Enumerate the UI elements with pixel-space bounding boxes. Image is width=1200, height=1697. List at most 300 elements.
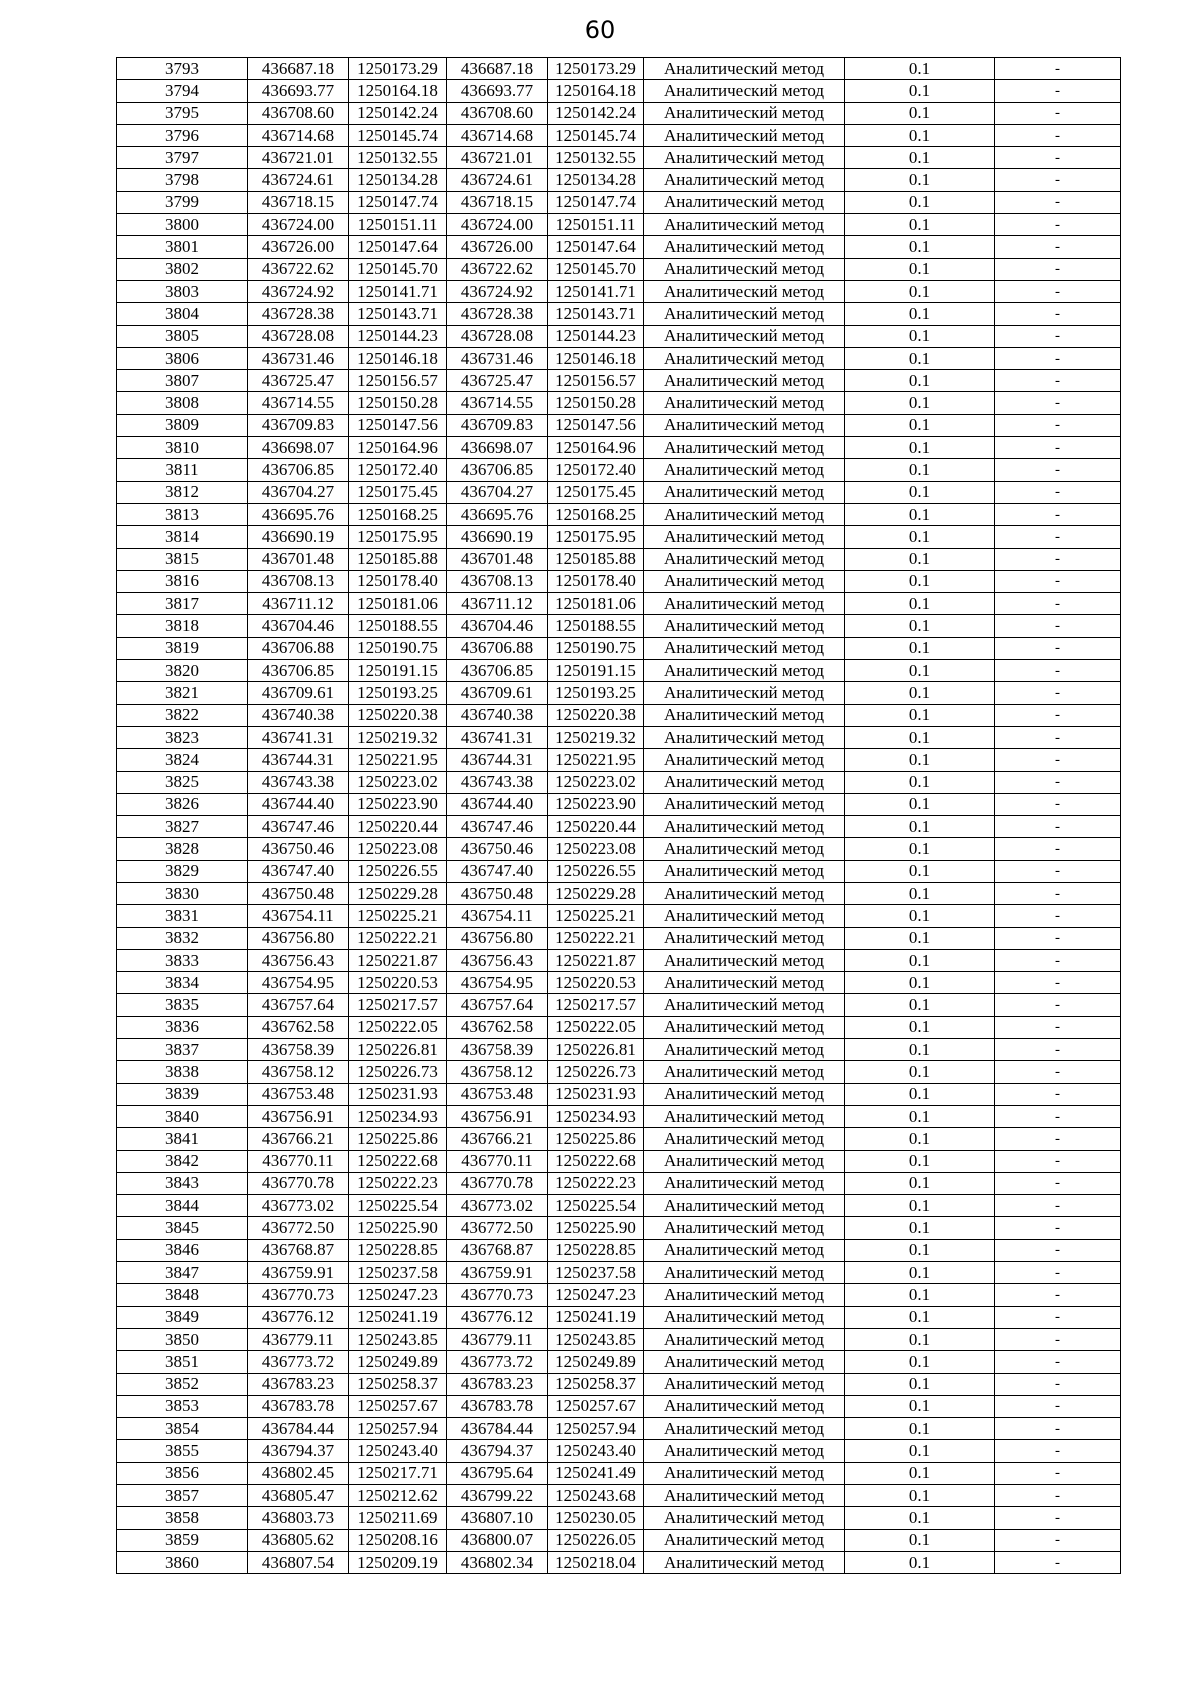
- method-cell: Аналитический метод: [644, 726, 845, 748]
- y-existing-cell: 1250223.90: [349, 793, 447, 815]
- x-new-cell: 436799.22: [447, 1485, 548, 1507]
- x-existing-cell: 436784.44: [248, 1418, 349, 1440]
- point-number-cell: 3855: [117, 1440, 248, 1462]
- x-new-cell: 436709.61: [447, 682, 548, 704]
- x-new-cell: 436704.46: [447, 615, 548, 637]
- table-row: [117, 1328, 1121, 1350]
- x-existing-cell: 436758.12: [248, 1061, 349, 1083]
- point-number-cell: 3834: [117, 972, 248, 994]
- point-number-cell: 3847: [117, 1262, 248, 1284]
- x-new-cell: 436757.64: [447, 994, 548, 1016]
- x-new-cell: 436711.12: [447, 593, 548, 615]
- point-number-cell: 3846: [117, 1239, 248, 1261]
- accuracy-cell: 0.1: [845, 1172, 995, 1194]
- x-existing-cell: 436687.18: [248, 58, 349, 80]
- method-cell: Аналитический метод: [644, 1306, 845, 1328]
- x-new-cell: 436728.38: [447, 303, 548, 325]
- x-existing-cell: 436714.55: [248, 392, 349, 414]
- x-existing-cell: 436726.00: [248, 236, 349, 258]
- method-cell: Аналитический метод: [644, 58, 845, 80]
- method-cell: Аналитический метод: [644, 370, 845, 392]
- method-cell: Аналитический метод: [644, 682, 845, 704]
- point-number-cell: 3860: [117, 1551, 248, 1573]
- note-cell: -: [995, 615, 1121, 637]
- y-new-cell: 1250220.44: [548, 816, 644, 838]
- method-cell: Аналитический метод: [644, 1061, 845, 1083]
- method-cell: Аналитический метод: [644, 1172, 845, 1194]
- note-cell: -: [995, 570, 1121, 592]
- x-new-cell: 436709.83: [447, 414, 548, 436]
- method-cell: Аналитический метод: [644, 1373, 845, 1395]
- method-cell: Аналитический метод: [644, 838, 845, 860]
- y-new-cell: 1250181.06: [548, 593, 644, 615]
- x-existing-cell: 436706.85: [248, 660, 349, 682]
- y-existing-cell: 1250185.88: [349, 548, 447, 570]
- point-number-cell: 3820: [117, 660, 248, 682]
- point-number-cell: 3806: [117, 347, 248, 369]
- note-cell: -: [995, 972, 1121, 994]
- x-existing-cell: 436750.48: [248, 882, 349, 904]
- y-new-cell: 1250150.28: [548, 392, 644, 414]
- accuracy-cell: 0.1: [845, 147, 995, 169]
- x-new-cell: 436762.58: [447, 1016, 548, 1038]
- y-new-cell: 1250229.28: [548, 882, 644, 904]
- y-existing-cell: 1250237.58: [349, 1262, 447, 1284]
- note-cell: -: [995, 303, 1121, 325]
- table-row: [117, 102, 1121, 124]
- accuracy-cell: 0.1: [845, 1551, 995, 1573]
- point-number-cell: 3811: [117, 459, 248, 481]
- y-existing-cell: 1250188.55: [349, 615, 447, 637]
- x-new-cell: 436773.72: [447, 1351, 548, 1373]
- y-existing-cell: 1250144.23: [349, 325, 447, 347]
- y-new-cell: 1250230.05: [548, 1507, 644, 1529]
- accuracy-cell: 0.1: [845, 392, 995, 414]
- y-existing-cell: 1250173.29: [349, 58, 447, 80]
- y-existing-cell: 1250175.95: [349, 526, 447, 548]
- y-new-cell: 1250175.95: [548, 526, 644, 548]
- point-number-cell: 3845: [117, 1217, 248, 1239]
- x-existing-cell: 436770.78: [248, 1172, 349, 1194]
- table-row: [117, 1195, 1121, 1217]
- note-cell: -: [995, 1217, 1121, 1239]
- y-existing-cell: 1250223.08: [349, 838, 447, 860]
- note-cell: -: [995, 1485, 1121, 1507]
- x-new-cell: 436721.01: [447, 147, 548, 169]
- method-cell: Аналитический метод: [644, 882, 845, 904]
- table-row: [117, 615, 1121, 637]
- x-new-cell: 436768.87: [447, 1239, 548, 1261]
- table-row: [117, 280, 1121, 302]
- table-row: [117, 526, 1121, 548]
- method-cell: Аналитический метод: [644, 459, 845, 481]
- x-new-cell: 436706.85: [447, 459, 548, 481]
- note-cell: -: [995, 1083, 1121, 1105]
- note-cell: -: [995, 169, 1121, 191]
- y-existing-cell: 1250221.95: [349, 749, 447, 771]
- method-cell: Аналитический метод: [644, 191, 845, 213]
- method-cell: Аналитический метод: [644, 1105, 845, 1127]
- y-new-cell: 1250172.40: [548, 459, 644, 481]
- note-cell: -: [995, 191, 1121, 213]
- y-existing-cell: 1250134.28: [349, 169, 447, 191]
- x-existing-cell: 436770.11: [248, 1150, 349, 1172]
- y-new-cell: 1250151.11: [548, 214, 644, 236]
- point-number-cell: 3817: [117, 593, 248, 615]
- y-new-cell: 1250164.96: [548, 437, 644, 459]
- x-new-cell: 436714.68: [447, 124, 548, 146]
- table-row: [117, 1440, 1121, 1462]
- x-new-cell: 436754.11: [447, 905, 548, 927]
- x-new-cell: 436744.31: [447, 749, 548, 771]
- method-cell: Аналитический метод: [644, 548, 845, 570]
- table-row: [117, 905, 1121, 927]
- y-new-cell: 1250226.73: [548, 1061, 644, 1083]
- point-number-cell: 3819: [117, 637, 248, 659]
- table-row: [117, 147, 1121, 169]
- method-cell: Аналитический метод: [644, 1551, 845, 1573]
- table-row: [117, 1039, 1121, 1061]
- point-number-cell: 3802: [117, 258, 248, 280]
- x-new-cell: 436701.48: [447, 548, 548, 570]
- y-existing-cell: 1250168.25: [349, 503, 447, 525]
- x-existing-cell: 436773.02: [248, 1195, 349, 1217]
- y-new-cell: 1250222.05: [548, 1016, 644, 1038]
- x-existing-cell: 436690.19: [248, 526, 349, 548]
- note-cell: -: [995, 1328, 1121, 1350]
- x-existing-cell: 436743.38: [248, 771, 349, 793]
- y-existing-cell: 1250191.15: [349, 660, 447, 682]
- x-new-cell: 436770.78: [447, 1172, 548, 1194]
- point-number-cell: 3848: [117, 1284, 248, 1306]
- y-existing-cell: 1250234.93: [349, 1105, 447, 1127]
- x-existing-cell: 436803.73: [248, 1507, 349, 1529]
- x-existing-cell: 436740.38: [248, 704, 349, 726]
- x-new-cell: 436690.19: [447, 526, 548, 548]
- y-new-cell: 1250156.57: [548, 370, 644, 392]
- accuracy-cell: 0.1: [845, 726, 995, 748]
- y-existing-cell: 1250220.38: [349, 704, 447, 726]
- point-number-cell: 3812: [117, 481, 248, 503]
- x-new-cell: 436724.61: [447, 169, 548, 191]
- table-row: [117, 370, 1121, 392]
- x-existing-cell: 436693.77: [248, 80, 349, 102]
- point-number-cell: 3835: [117, 994, 248, 1016]
- y-existing-cell: 1250209.19: [349, 1551, 447, 1573]
- y-existing-cell: 1250222.21: [349, 927, 447, 949]
- accuracy-cell: 0.1: [845, 615, 995, 637]
- y-new-cell: 1250141.71: [548, 280, 644, 302]
- note-cell: -: [995, 1195, 1121, 1217]
- y-new-cell: 1250223.02: [548, 771, 644, 793]
- y-new-cell: 1250134.28: [548, 169, 644, 191]
- table-row: [117, 303, 1121, 325]
- y-new-cell: 1250228.85: [548, 1239, 644, 1261]
- point-number-cell: 3829: [117, 860, 248, 882]
- y-new-cell: 1250147.64: [548, 236, 644, 258]
- table-row: [117, 347, 1121, 369]
- table-row: [117, 1529, 1121, 1551]
- accuracy-cell: 0.1: [845, 1262, 995, 1284]
- point-number-cell: 3818: [117, 615, 248, 637]
- y-existing-cell: 1250172.40: [349, 459, 447, 481]
- x-existing-cell: 436802.45: [248, 1462, 349, 1484]
- x-new-cell: 436770.11: [447, 1150, 548, 1172]
- point-number-cell: 3839: [117, 1083, 248, 1105]
- x-new-cell: 436779.11: [447, 1328, 548, 1350]
- x-existing-cell: 436701.48: [248, 548, 349, 570]
- x-new-cell: 436744.40: [447, 793, 548, 815]
- method-cell: Аналитический метод: [644, 1083, 845, 1105]
- y-existing-cell: 1250226.73: [349, 1061, 447, 1083]
- point-number-cell: 3798: [117, 169, 248, 191]
- method-cell: Аналитический метод: [644, 437, 845, 459]
- x-new-cell: 436756.43: [447, 949, 548, 971]
- accuracy-cell: 0.1: [845, 927, 995, 949]
- table-row: [117, 1284, 1121, 1306]
- y-existing-cell: 1250225.21: [349, 905, 447, 927]
- y-new-cell: 1250173.29: [548, 58, 644, 80]
- y-existing-cell: 1250190.75: [349, 637, 447, 659]
- x-existing-cell: 436750.46: [248, 838, 349, 860]
- note-cell: -: [995, 1529, 1121, 1551]
- table-row: [117, 1351, 1121, 1373]
- y-new-cell: 1250145.74: [548, 124, 644, 146]
- note-cell: -: [995, 949, 1121, 971]
- point-number-cell: 3799: [117, 191, 248, 213]
- method-cell: Аналитический метод: [644, 481, 845, 503]
- accuracy-cell: 0.1: [845, 749, 995, 771]
- point-number-cell: 3838: [117, 1061, 248, 1083]
- table-body: [117, 58, 1121, 1574]
- y-existing-cell: 1250229.28: [349, 882, 447, 904]
- x-new-cell: 436783.78: [447, 1395, 548, 1417]
- coordinates-table: [116, 57, 1121, 1574]
- accuracy-cell: 0.1: [845, 214, 995, 236]
- y-new-cell: 1250168.25: [548, 503, 644, 525]
- x-new-cell: 436773.02: [447, 1195, 548, 1217]
- method-cell: Аналитический метод: [644, 905, 845, 927]
- x-existing-cell: 436759.91: [248, 1262, 349, 1284]
- table-row: [117, 214, 1121, 236]
- y-existing-cell: 1250212.62: [349, 1485, 447, 1507]
- point-number-cell: 3813: [117, 503, 248, 525]
- table-row: [117, 1083, 1121, 1105]
- method-cell: Аналитический метод: [644, 1328, 845, 1350]
- point-number-cell: 3808: [117, 392, 248, 414]
- note-cell: -: [995, 593, 1121, 615]
- x-existing-cell: 436776.12: [248, 1306, 349, 1328]
- x-existing-cell: 436754.11: [248, 905, 349, 927]
- y-new-cell: 1250223.08: [548, 838, 644, 860]
- table-row: [117, 1485, 1121, 1507]
- table-row: [117, 682, 1121, 704]
- point-number-cell: 3850: [117, 1328, 248, 1350]
- method-cell: Аналитический метод: [644, 1507, 845, 1529]
- table-row: [117, 771, 1121, 793]
- y-existing-cell: 1250141.71: [349, 280, 447, 302]
- accuracy-cell: 0.1: [845, 347, 995, 369]
- y-existing-cell: 1250178.40: [349, 570, 447, 592]
- method-cell: Аналитический метод: [644, 392, 845, 414]
- x-existing-cell: 436770.73: [248, 1284, 349, 1306]
- accuracy-cell: 0.1: [845, 860, 995, 882]
- method-cell: Аналитический метод: [644, 793, 845, 815]
- y-existing-cell: 1250226.55: [349, 860, 447, 882]
- accuracy-cell: 0.1: [845, 1128, 995, 1150]
- x-existing-cell: 436744.31: [248, 749, 349, 771]
- method-cell: Аналитический метод: [644, 593, 845, 615]
- point-number-cell: 3796: [117, 124, 248, 146]
- note-cell: -: [995, 905, 1121, 927]
- note-cell: -: [995, 459, 1121, 481]
- x-existing-cell: 436728.08: [248, 325, 349, 347]
- accuracy-cell: 0.1: [845, 1373, 995, 1395]
- x-new-cell: 436722.62: [447, 258, 548, 280]
- table-row: [117, 1239, 1121, 1261]
- table-row: [117, 637, 1121, 659]
- accuracy-cell: 0.1: [845, 637, 995, 659]
- note-cell: -: [995, 1551, 1121, 1573]
- x-existing-cell: 436779.11: [248, 1328, 349, 1350]
- table-row: [117, 1150, 1121, 1172]
- note-cell: -: [995, 548, 1121, 570]
- y-existing-cell: 1250156.57: [349, 370, 447, 392]
- y-new-cell: 1250226.05: [548, 1529, 644, 1551]
- x-existing-cell: 436695.76: [248, 503, 349, 525]
- accuracy-cell: 0.1: [845, 414, 995, 436]
- method-cell: Аналитический метод: [644, 503, 845, 525]
- y-new-cell: 1250185.88: [548, 548, 644, 570]
- x-existing-cell: 436794.37: [248, 1440, 349, 1462]
- x-new-cell: 436754.95: [447, 972, 548, 994]
- point-number-cell: 3807: [117, 370, 248, 392]
- y-new-cell: 1250220.38: [548, 704, 644, 726]
- y-existing-cell: 1250145.74: [349, 124, 447, 146]
- point-number-cell: 3828: [117, 838, 248, 860]
- method-cell: Аналитический метод: [644, 816, 845, 838]
- y-existing-cell: 1250225.54: [349, 1195, 447, 1217]
- note-cell: -: [995, 1105, 1121, 1127]
- y-new-cell: 1250222.23: [548, 1172, 644, 1194]
- x-existing-cell: 436704.27: [248, 481, 349, 503]
- point-number-cell: 3824: [117, 749, 248, 771]
- y-existing-cell: 1250143.71: [349, 303, 447, 325]
- y-new-cell: 1250243.85: [548, 1328, 644, 1350]
- y-existing-cell: 1250147.56: [349, 414, 447, 436]
- note-cell: -: [995, 1172, 1121, 1194]
- note-cell: -: [995, 503, 1121, 525]
- point-number-cell: 3859: [117, 1529, 248, 1551]
- point-number-cell: 3854: [117, 1418, 248, 1440]
- accuracy-cell: 0.1: [845, 1217, 995, 1239]
- x-existing-cell: 436756.80: [248, 927, 349, 949]
- y-existing-cell: 1250217.71: [349, 1462, 447, 1484]
- y-new-cell: 1250243.40: [548, 1440, 644, 1462]
- table-row: [117, 793, 1121, 815]
- note-cell: -: [995, 1128, 1121, 1150]
- note-cell: -: [995, 1039, 1121, 1061]
- note-cell: -: [995, 1150, 1121, 1172]
- note-cell: -: [995, 704, 1121, 726]
- y-existing-cell: 1250225.86: [349, 1128, 447, 1150]
- y-new-cell: 1250243.68: [548, 1485, 644, 1507]
- accuracy-cell: 0.1: [845, 882, 995, 904]
- point-number-cell: 3857: [117, 1485, 248, 1507]
- note-cell: -: [995, 1351, 1121, 1373]
- method-cell: Аналитический метод: [644, 258, 845, 280]
- accuracy-cell: 0.1: [845, 169, 995, 191]
- x-existing-cell: 436766.21: [248, 1128, 349, 1150]
- accuracy-cell: 0.1: [845, 503, 995, 525]
- method-cell: Аналитический метод: [644, 1150, 845, 1172]
- y-existing-cell: 1250228.85: [349, 1239, 447, 1261]
- x-existing-cell: 436704.46: [248, 615, 349, 637]
- x-existing-cell: 436753.48: [248, 1083, 349, 1105]
- y-new-cell: 1250222.21: [548, 927, 644, 949]
- x-new-cell: 436708.60: [447, 102, 548, 124]
- y-existing-cell: 1250223.02: [349, 771, 447, 793]
- table-row: [117, 392, 1121, 414]
- y-new-cell: 1250241.49: [548, 1462, 644, 1484]
- method-cell: Аналитический метод: [644, 526, 845, 548]
- accuracy-cell: 0.1: [845, 1306, 995, 1328]
- table-row: [117, 258, 1121, 280]
- accuracy-cell: 0.1: [845, 437, 995, 459]
- y-new-cell: 1250145.70: [548, 258, 644, 280]
- note-cell: -: [995, 347, 1121, 369]
- x-new-cell: 436728.08: [447, 325, 548, 347]
- table-row: [117, 58, 1121, 80]
- table-row: [117, 1105, 1121, 1127]
- x-new-cell: 436724.00: [447, 214, 548, 236]
- table-row: [117, 1395, 1121, 1417]
- accuracy-cell: 0.1: [845, 1440, 995, 1462]
- x-existing-cell: 436714.68: [248, 124, 349, 146]
- point-number-cell: 3801: [117, 236, 248, 258]
- x-new-cell: 436795.64: [447, 1462, 548, 1484]
- x-new-cell: 436770.73: [447, 1284, 548, 1306]
- note-cell: -: [995, 526, 1121, 548]
- point-number-cell: 3810: [117, 437, 248, 459]
- accuracy-cell: 0.1: [845, 905, 995, 927]
- y-new-cell: 1250147.56: [548, 414, 644, 436]
- y-new-cell: 1250220.53: [548, 972, 644, 994]
- accuracy-cell: 0.1: [845, 771, 995, 793]
- y-new-cell: 1250221.87: [548, 949, 644, 971]
- method-cell: Аналитический метод: [644, 949, 845, 971]
- accuracy-cell: 0.1: [845, 1195, 995, 1217]
- table-row: [117, 749, 1121, 771]
- note-cell: -: [995, 214, 1121, 236]
- x-new-cell: 436687.18: [447, 58, 548, 80]
- table-row: [117, 816, 1121, 838]
- y-existing-cell: 1250217.57: [349, 994, 447, 1016]
- method-cell: Аналитический метод: [644, 303, 845, 325]
- note-cell: -: [995, 147, 1121, 169]
- y-existing-cell: 1250147.64: [349, 236, 447, 258]
- note-cell: -: [995, 1306, 1121, 1328]
- point-number-cell: 3816: [117, 570, 248, 592]
- point-number-cell: 3823: [117, 726, 248, 748]
- note-cell: -: [995, 660, 1121, 682]
- table-row: [117, 949, 1121, 971]
- y-new-cell: 1250231.93: [548, 1083, 644, 1105]
- x-new-cell: 436714.55: [447, 392, 548, 414]
- method-cell: Аналитический метод: [644, 214, 845, 236]
- y-new-cell: 1250191.15: [548, 660, 644, 682]
- method-cell: Аналитический метод: [644, 927, 845, 949]
